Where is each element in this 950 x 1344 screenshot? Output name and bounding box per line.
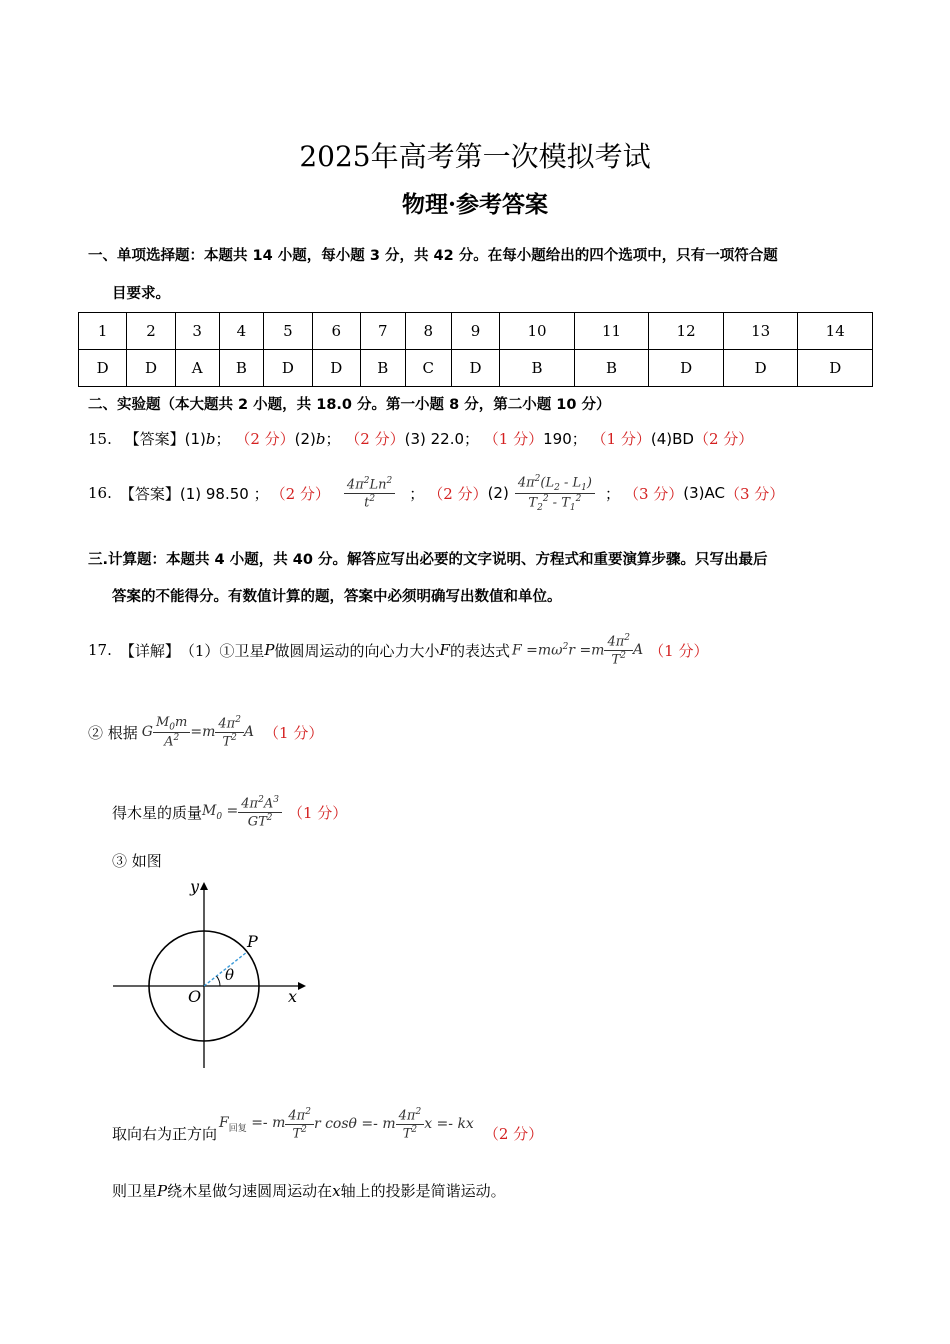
q17-detail-label: 【详解】 — [119, 641, 180, 660]
answer-cell: D — [451, 350, 499, 387]
q17-text: 的表达式 — [449, 641, 510, 660]
var-x: x — [332, 1182, 341, 1200]
score-badge: （2 分） — [345, 430, 405, 448]
formula-g-two-lengths: $\frac{4\pi^2(L_2 - L_1)}{T_2^2 - T_1^2}$ — [515, 474, 595, 513]
answer-cell: D — [79, 350, 127, 387]
q15-part1: (1) — [184, 430, 206, 448]
q17-text: 做圆周运动的向心力大小 — [274, 641, 440, 660]
q17-text: 绕木星做匀速圆周运动在 — [167, 1182, 333, 1200]
question-number: 12 — [649, 313, 724, 350]
q15-part3: (3) 22.0； — [404, 430, 480, 448]
q17-text: 则卫星 — [112, 1182, 158, 1200]
question-number: 9 — [451, 313, 499, 350]
formula-fraction: $\frac{4\pi^2}{T^2}$ — [396, 1107, 425, 1141]
formula-rcos: r cosθ =- m — [313, 1116, 396, 1132]
question-number: 14 — [798, 313, 873, 350]
q16-number: 16. — [88, 484, 112, 502]
answer-table — [78, 312, 873, 387]
var-P: P — [157, 1182, 168, 1200]
q17-part1-line — [88, 618, 708, 682]
formula-centripetal-force: $F =m\omega^2r =m$ — [511, 641, 605, 659]
question-number: 8 — [405, 313, 451, 350]
answer-cell: D — [723, 350, 798, 387]
score-badge: （2 分） — [428, 484, 488, 503]
separator: ； — [215, 430, 231, 448]
q16-answer-label: 【答案】 — [119, 484, 180, 503]
answer-table-numbers-row — [79, 313, 873, 350]
q17-text: 取向右为正方向 — [112, 1124, 218, 1143]
point-p-label: P — [247, 932, 258, 951]
score-badge: （3 分） — [724, 484, 785, 503]
answer-cell: B — [574, 350, 649, 387]
q17-step3-line — [112, 784, 347, 840]
q17-text: （1）①卫星 — [179, 641, 265, 660]
score-badge: （2 分） — [483, 1124, 544, 1143]
answer-table-answers-row — [79, 350, 873, 387]
question-number: 4 — [219, 313, 264, 350]
score-badge: （2 分） — [693, 430, 754, 448]
score-badge: （1 分） — [483, 430, 544, 448]
formula-fraction: $\frac{M_0m}{A^2}$ — [153, 715, 190, 750]
y-axis-label: y — [190, 877, 200, 896]
formula-fraction: $\frac{4\pi^2A^3}{GT^2}$ — [238, 795, 282, 829]
formula-var-A: A — [633, 642, 644, 658]
circle-motion-figure — [108, 876, 318, 1076]
formula-equals: =m — [190, 724, 216, 740]
q16-part2: (2) — [487, 484, 509, 502]
question-number: 10 — [500, 313, 575, 350]
x-axis-arrow-icon — [298, 982, 306, 990]
origin-label: O — [188, 987, 202, 1006]
question-number: 2 — [127, 313, 175, 350]
question-number: 3 — [175, 313, 219, 350]
q15-part1-value: b — [205, 430, 216, 448]
q17-step5-line — [112, 1094, 543, 1154]
score-badge: （3 分） — [623, 484, 684, 503]
score-badge: （1 分） — [591, 430, 651, 448]
formula-kx: x =- kx — [424, 1116, 474, 1132]
q17-step4-line: ③ 如图 — [112, 852, 162, 870]
q17-text: ② 根据 — [88, 723, 138, 742]
answer-cell: B — [219, 350, 264, 387]
q15-part2: (2) — [294, 430, 316, 448]
question-number: 5 — [264, 313, 312, 350]
formula-var-A: A — [243, 724, 255, 740]
page-title: 2025年高考第一次模拟考试 — [299, 140, 651, 173]
answer-cell: A — [175, 350, 219, 387]
q17-text: 轴上的投影是简谐运动。 — [340, 1182, 506, 1200]
score-badge: （2 分） — [270, 484, 330, 503]
question-number: 7 — [360, 313, 405, 350]
answer-cell: B — [360, 350, 405, 387]
score-badge: （1 分） — [287, 803, 348, 822]
formula-gravity: G — [141, 724, 153, 740]
answer-cell: D — [264, 350, 312, 387]
q15-part4: (4)BD — [650, 430, 694, 448]
formula-restoring-force: $F_{回复} =- m$ — [219, 1114, 286, 1134]
separator: ； — [604, 484, 620, 503]
formula-g-expression: $\frac{4\pi^2Ln^2}{t^2}$ — [344, 476, 395, 510]
answer-cell: D — [798, 350, 873, 387]
q15-answer-label: 【答案】 — [124, 430, 185, 448]
score-badge: （1 分） — [264, 723, 324, 742]
question-number: 13 — [723, 313, 798, 350]
q17-step2-line — [88, 702, 323, 762]
score-badge: （1 分） — [649, 641, 709, 660]
x-axis-label: x — [288, 987, 298, 1006]
q17-text: 得木星的质量 — [112, 803, 203, 822]
question-number: 11 — [574, 313, 649, 350]
answer-cell: D — [127, 350, 175, 387]
q15-number: 15. — [88, 430, 112, 448]
y-axis-arrow-icon — [200, 882, 208, 890]
angle-theta-label: θ — [225, 966, 235, 984]
separator: ； — [325, 430, 341, 448]
q15-answer-line — [88, 428, 753, 449]
answer-cell: B — [500, 350, 575, 387]
section2-heading: 二、实验题（本大题共 2 小题，共 18.0 分。第一小题 8 分，第二小题 10 分） — [88, 397, 611, 413]
page-subtitle: 物理·参考答案 — [401, 191, 548, 218]
q16-part1: (1) 98.50 ； — [179, 484, 269, 503]
q17-number: 17. — [88, 641, 112, 659]
q16-answer-line — [88, 468, 784, 518]
q16-part3: (3)AC — [683, 484, 725, 502]
section1-heading-line2: 目要求。 — [112, 286, 170, 302]
q17-conclusion-line — [112, 1180, 506, 1201]
angle-arc — [217, 976, 220, 986]
var-F: F — [439, 641, 450, 659]
section3-heading-line1: 三.计算题：本题共 4 小题，共 40 分。解答应写出必要的文字说明、方程式和重要演算步骤。只写出最后 — [88, 552, 768, 568]
formula-fraction: $\frac{4\pi^2}{T^2}$ — [215, 715, 244, 749]
formula-fraction: $\frac{4\pi^2}{T^2}$ — [604, 633, 633, 667]
separator: ； — [409, 484, 425, 503]
section1-heading-line1: 一、单项选择题：本题共 14 小题，每小题 3 分，共 42 分。在每小题给出的四个选项中，只有一项符合题 — [88, 248, 778, 264]
q15-part3b: 190； — [543, 430, 587, 448]
answer-cell: D — [649, 350, 724, 387]
formula-fraction: $\frac{4\pi^2}{T^2}$ — [285, 1107, 314, 1141]
answer-cell: C — [405, 350, 451, 387]
question-number: 1 — [79, 313, 127, 350]
q15-part2-value: b — [315, 430, 326, 448]
section3-heading-line2: 答案的不能得分。有数值计算的题，答案中必须明确写出数值和单位。 — [112, 589, 562, 605]
question-number: 6 — [312, 313, 360, 350]
answer-cell: D — [312, 350, 360, 387]
formula-mass: $M_0$ = — [202, 802, 239, 822]
score-badge: （2 分） — [235, 430, 295, 448]
var-P: P — [264, 641, 275, 659]
